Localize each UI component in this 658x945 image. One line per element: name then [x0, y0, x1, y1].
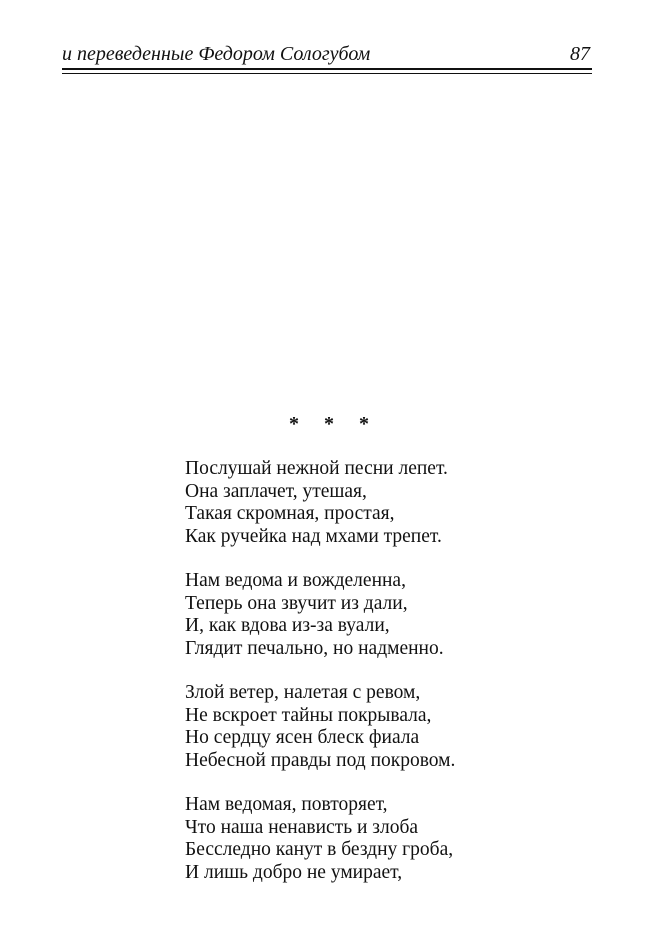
stanza [185, 682, 585, 772]
poem-line: Глядит печально, но надменно. [185, 637, 444, 659]
poem-line: Бесследно канут в бездну гроба, [185, 839, 454, 860]
running-title: и переведенные Федором Сологубом [62, 43, 371, 65]
poem-line: Теперь она звучит из дали, [185, 592, 408, 614]
poem-line: Но сердцу ясен блеск фиала [185, 727, 420, 748]
running-head [62, 40, 592, 68]
poem-line: Небесной правды под покровом. [185, 749, 456, 771]
poem-line: И лишь добро не умирает, [185, 861, 403, 883]
poem-line: Послушай нежной песни лепет. [185, 458, 448, 479]
stanza [185, 458, 585, 548]
section-ornament: * * * [289, 413, 379, 435]
stanza [185, 794, 585, 884]
poem-line: Нам ведома и вожделенна, [185, 570, 406, 591]
poem-line: И, как вдова из-за вуали, [185, 615, 390, 636]
poem-line: Злой ветер, налетая с ревом, [185, 682, 421, 703]
poem-line: Не вскроет тайны покрывала, [185, 704, 432, 726]
poem-line: Нам ведомая, повторяет, [185, 794, 388, 815]
poem [185, 458, 585, 906]
header-rule-thin [62, 73, 592, 74]
page-number: 87 [570, 43, 590, 65]
header-rule-thick [62, 68, 592, 70]
poem-line: Что наша ненависть и злоба [185, 816, 419, 838]
poem-line: Такая скромная, простая, [185, 503, 395, 524]
stanza [185, 570, 585, 660]
poem-line: Как ручейка над мхами трепет. [185, 525, 442, 547]
poem-line: Она заплачет, утешая, [185, 480, 367, 502]
